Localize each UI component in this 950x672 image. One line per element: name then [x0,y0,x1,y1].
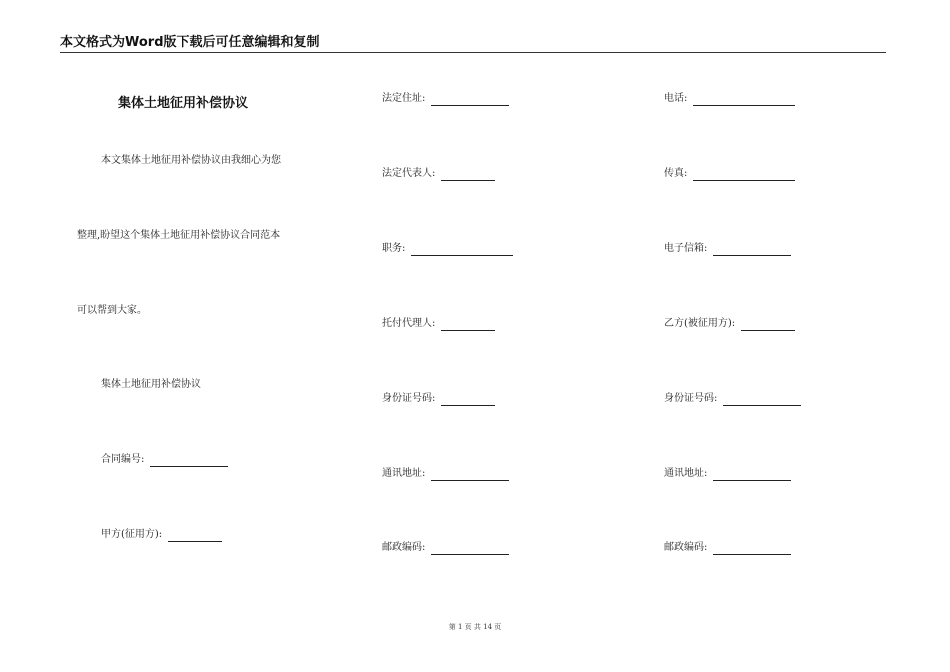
middle-field-label: 法定代表人: [382,168,436,179]
right-field-blank[interactable] [693,94,795,106]
footer-page-unit: 页 [464,623,472,631]
document-title: 集体土地征用补偿协议 [118,96,249,111]
right-field-blank[interactable] [741,319,795,331]
right-field-phone [664,92,795,106]
right-field-label: 电话: [664,93,688,104]
right-field-blank[interactable] [723,394,801,406]
footer-prefix: 第 [448,623,456,631]
intro-line-2: 整理,盼望这个集体土地征用补偿协议合同范本 [77,230,281,241]
header-divider [60,52,886,53]
footer-total-pages: 14 [483,623,493,631]
intro-line-1: 本文集体土地征用补偿协议由我细心为您 [101,155,281,166]
page-footer [0,622,950,632]
middle-field-label: 法定住址: [382,93,426,104]
middle-field-address [382,92,509,106]
middle-field-id-number [382,392,495,406]
middle-field-blank[interactable] [431,94,509,106]
contract-number-blank[interactable] [150,455,228,467]
right-field-label: 电子信箱: [664,243,708,254]
middle-field-blank[interactable] [411,244,513,256]
middle-field-mail-address [382,467,509,481]
right-field-label: 传真: [664,168,688,179]
middle-field-postcode [382,541,509,555]
middle-field-agent [382,317,495,331]
right-field-blank[interactable] [713,244,791,256]
middle-field-label: 身份证号码: [382,393,436,404]
agreement-subtitle: 集体土地征用补偿协议 [101,379,201,390]
right-field-blank[interactable] [693,169,795,181]
right-field-id-number [664,392,801,406]
right-field-blank[interactable] [713,543,791,555]
footer-page-number: 1 [457,623,463,631]
intro-line-3: 可以帮到大家。 [77,305,147,316]
party-a-label: 甲方(征用方): [101,529,163,540]
right-field-fax [664,167,795,181]
footer-total-unit: 页 [494,623,502,631]
middle-field-legal-rep [382,167,495,181]
right-field-party-b [664,317,795,331]
contract-number-label: 合同编号: [101,454,145,465]
right-field-blank[interactable] [713,469,791,481]
party-a-blank[interactable] [168,530,222,542]
contract-number-field [101,453,228,467]
middle-field-label: 托付代理人: [382,318,436,329]
right-field-mail-address [664,467,791,481]
middle-field-blank[interactable] [441,169,495,181]
footer-total-prefix: 共 [473,623,481,631]
middle-field-blank[interactable] [431,543,509,555]
right-field-label: 邮政编码: [664,542,708,553]
middle-field-label: 通讯地址: [382,468,426,479]
page-header: 本文格式为Word版下载后可任意编辑和复制 [60,35,320,50]
middle-field-blank[interactable] [441,319,495,331]
middle-field-blank[interactable] [431,469,509,481]
middle-field-label: 邮政编码: [382,542,426,553]
right-field-label: 乙方(被征用方): [664,318,736,329]
middle-field-blank[interactable] [441,394,495,406]
right-field-label: 身份证号码: [664,393,718,404]
middle-field-label: 职务: [382,243,406,254]
middle-field-position [382,242,513,256]
right-field-label: 通讯地址: [664,468,708,479]
right-field-email [664,242,791,256]
right-field-postcode [664,541,791,555]
party-a-field [101,528,222,542]
